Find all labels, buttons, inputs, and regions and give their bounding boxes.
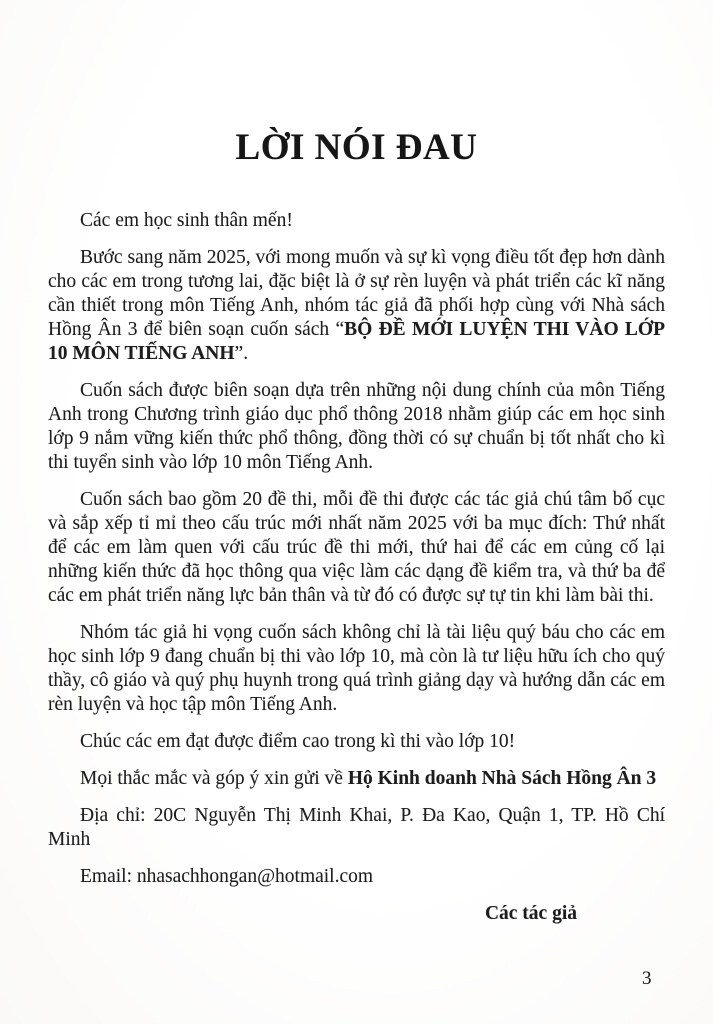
text-run: Mọi thắc mắc và góp ý xin gửi về [80, 768, 348, 789]
text-run: Chúc các em đạt được điểm cao trong kì thi vào lớp 10! [80, 731, 516, 752]
text-run: Các em học sinh thân mến! [80, 210, 293, 231]
authors-signature [48, 902, 665, 926]
structure-paragraph [48, 488, 665, 608]
page-number: 3 [642, 968, 652, 989]
text-run: Cuốn sách bao gồm 20 đề thi, mỗi đề thi được các tác giả chú tâm bố cục và sắp xếp tỉ mỉ theo cấu trúc mới nhất năm 2025 với ba mục đích: Thứ nhất để các em làm quen với cấu trúc đề thi mới, thứ hai để các em củng cố lại những kiến thức đã học thông qua việc làm các dạng đề kiểm tra, và thứ ba để các em phát triển năng lực bản thân và từ đó có được sự tự tin khi làm bài thi. [48, 489, 665, 606]
text-run: Nhóm tác giả hi vọng cuốn sách không chỉ là tài liệu quý báu cho các em học sinh lớp 9 đang chuẩn bị thi vào lớp 10, mà còn là tư liệu hữu ích cho quý thầy, cô giáo và quý phụ huynh trong quá trình giảng dạy và hướng dẫn các em rèn luyện và học tập môn Tiếng Anh. [48, 622, 665, 715]
contact-paragraph [48, 767, 665, 791]
text-run: Bước sang năm 2025, với mong muốn và sự kì vọng điều tốt đẹp hơn dành cho các em trong tương lai, đặc biệt là ở sự rèn luyện và phát triển các kĩ năng cần thiết trong môn Tiếng Anh, nhóm tác giả đã phối hợp cùng với Nhà sách Hồng Ân 3 để biên soạn cuốn sách “ [48, 247, 665, 340]
wish-paragraph [48, 730, 665, 754]
address-paragraph [48, 804, 665, 852]
greeting-paragraph [48, 209, 665, 233]
text-run: Địa chỉ: 20C Nguyễn Thị Minh Khai, P. Đa Kao, Quận 1, TP. Hồ Chí Minh [48, 805, 665, 850]
bold-text-run: Các tác giả [484, 903, 577, 924]
basis-paragraph [48, 379, 665, 475]
hope-paragraph [48, 621, 665, 717]
page-content [48, 0, 665, 939]
text-run: ”. [234, 343, 249, 364]
page-title: LỜI NÓI ĐAU [235, 127, 478, 168]
intro-paragraph [48, 246, 665, 366]
email-paragraph [48, 865, 665, 889]
text-run: Cuốn sách được biên soạn dựa trên những nội dung chính của môn Tiếng Anh trong Chương trình giáo dục phổ thông 2018 nhằm giúp các em học sinh lớp 9 nắm vững kiến thức phổ thông, đồng thời có sự chuẩn bị tốt nhất cho kì thi tuyển sinh vào lớp 10 môn Tiếng Anh. [48, 380, 665, 473]
bold-text-run: Hộ Kinh doanh Nhà Sách Hồng Ân 3 [347, 768, 657, 789]
text-run: Email: nhasachhongan@hotmail.com [80, 866, 374, 887]
document-body [48, 209, 665, 926]
bold-text-run: BỘ ĐỀ MỚI LUYỆN THI VÀO LỚP 10 MÔN TIẾNG ANH [48, 319, 665, 364]
